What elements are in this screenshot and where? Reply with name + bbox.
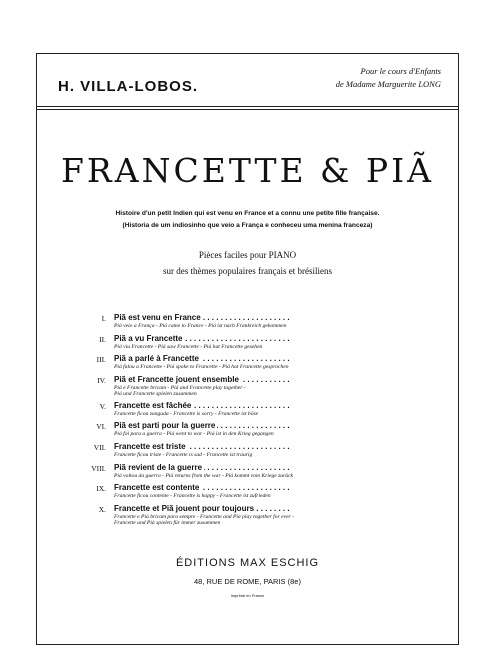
toc-number: II. xyxy=(99,334,106,344)
publisher-address: 48, RUE DE ROME, PARIS (8e) xyxy=(194,577,301,586)
dedication-line-1: Pour le cours d'Enfants xyxy=(360,66,441,76)
pieces-line-2: sur des thèmes populaires français et brésiliens xyxy=(163,266,332,276)
toc-translation: Piá falou a Francette - Piá spoke to Francette - Piá hat Francette gesprochen xyxy=(114,364,289,371)
dedication-line-2: de Madame Marguerite LONG xyxy=(335,79,441,89)
toc-entry xyxy=(88,483,418,504)
pieces-line-1: Pièces faciles pour PIANO xyxy=(198,250,297,260)
toc-title: Piã est venu en France xyxy=(114,313,201,322)
toc-entry xyxy=(88,354,418,375)
toc-entry xyxy=(88,463,418,484)
toc-entry xyxy=(88,504,418,530)
toc-translation: Piá foi para a guerra - Piá went to war - Piá ist in den Krieg gegangen xyxy=(114,431,274,438)
toc-entry xyxy=(88,401,418,422)
toc-number: X. xyxy=(98,504,106,514)
page-title: FRANCETTE & PIÃ xyxy=(61,151,434,190)
toc-number: III. xyxy=(96,355,106,365)
toc-entry xyxy=(88,334,418,355)
toc-translation: Piá e Francette bricam - Piá and Francette play together - xyxy=(114,384,246,391)
toc-translation: Piá viu Francette - Piá saw Francette - Piá hat Francette gesehen xyxy=(114,343,263,350)
toc-number: VIII. xyxy=(91,463,106,473)
subtitle-french: Histoire d'un petit Indien qui est venu en France et a connu une petite fille française. xyxy=(115,210,380,217)
toc-translation: Piá veio a França - Piá came to France - Piá ist nach Frankreich gekommen xyxy=(114,323,287,329)
toc-title: Piã a parlé à Francette xyxy=(114,354,199,364)
toc-translation: Francette e Piá bricam para sempre - Francette and Piá play together for ever - xyxy=(114,513,294,520)
toc-number: I. xyxy=(101,314,106,323)
printed-in-notice: Imprimé en France xyxy=(230,593,265,598)
toc-translation-2: Francette und Piá spielen für immer zusammen xyxy=(114,519,221,526)
header-rule-bottom xyxy=(36,109,459,110)
toc-title: Francette est contente xyxy=(114,483,200,493)
toc-translation-2: Piá und Francette spielen zusammen xyxy=(114,390,197,397)
toc-number: VII. xyxy=(93,442,106,452)
toc-title: Piã revient de la guerre xyxy=(114,462,203,472)
toc-number: IX. xyxy=(96,484,106,494)
toc-title: Francette est fâchée xyxy=(114,400,192,410)
toc-number: V. xyxy=(99,401,106,411)
header-rule-top xyxy=(36,106,459,107)
table-of-contents xyxy=(88,313,418,530)
toc-title: Piã est parti pour la guerre xyxy=(114,421,216,431)
toc-title: Piã et Francette jouent ensemble xyxy=(114,374,239,384)
toc-entry xyxy=(88,375,418,401)
toc-entry xyxy=(88,313,418,334)
toc-translation: Piá voltou da guerra - Piá returns from the war - Piá kommt vom Kriege zurück xyxy=(114,472,294,479)
publisher-name: ÉDITIONS MAX ESCHIG xyxy=(175,557,320,569)
toc-translation: Francette ficou zangada - Francette is sorry - Francette ist böse xyxy=(114,410,259,417)
composer-name: H. VILLA-LOBOS. xyxy=(58,78,198,95)
toc-title: Francette et Piã jouent pour toujours xyxy=(114,503,255,513)
toc-entry xyxy=(88,442,418,463)
toc-title: Piã a vu Francette xyxy=(114,333,183,343)
toc-number: VI. xyxy=(96,422,106,432)
toc-title: Francette est triste xyxy=(114,441,186,451)
toc-translation: Francette ficou contente - Francette is happy - Francette ist zufrieden xyxy=(114,493,271,500)
subtitle-portuguese: (Historia de um indiosinho que veio a França e conheceu uma menina franceza) xyxy=(122,222,373,229)
toc-translation: Francette ficou triste - Francette is sad - Francette ist traurig xyxy=(114,451,253,458)
toc-number: IV. xyxy=(97,375,106,385)
toc-entry xyxy=(88,421,418,442)
